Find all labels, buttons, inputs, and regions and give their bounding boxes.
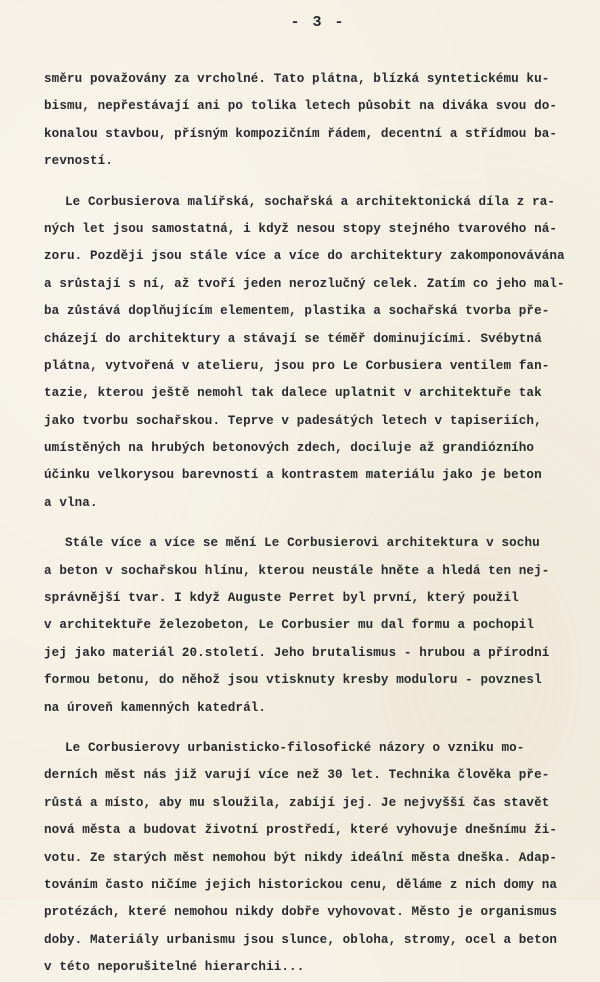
text-line: Stále více a více se mění Le Corbusierovi architektura v sochu xyxy=(65,536,540,551)
text-line: umístěných na hrubých betonových zdech, dociluje až grandiózního xyxy=(44,441,535,456)
text-line: doby. Materiály urbanismu jsou slunce, obloha, stromy, ocel a beton xyxy=(44,932,558,947)
text-line: na úroveň kamenných katedrál. xyxy=(44,700,267,715)
text-line: správnější tvar. I když Auguste Perret byl první, který použil xyxy=(44,591,519,606)
paragraph xyxy=(44,530,584,722)
paragraph xyxy=(44,189,584,518)
text-line: cházejí do architektury a stávají se téměř dominujícími. Svébytná xyxy=(44,331,542,346)
text-line: revností. xyxy=(44,154,113,169)
text-line: votu. Ze starých měst nemohou být nikdy ideální města dneška. Adap- xyxy=(44,850,558,865)
text-line: jako tvorbu sochařskou. Teprve v padesátých letech v tapiseriích, xyxy=(44,413,542,428)
text-line: továním často ničíme jejich historickou cenu, děláme z nich domy na xyxy=(44,877,558,892)
text-line: v této neporušitelné hierarchii... xyxy=(44,960,305,975)
body-text xyxy=(44,66,584,982)
text-line: jej jako materiál 20.století. Jeho brutalismus - hrubou a přírodní xyxy=(44,645,550,660)
text-line: Le Corbusierova malířská, sochařská a architektonická díla z ra- xyxy=(65,194,556,209)
text-line: zoru. Později jsou stále více a více do architektury zakomponovávána xyxy=(44,249,565,264)
paragraph-gap xyxy=(44,176,584,189)
paragraph-gap xyxy=(44,517,584,530)
text-line: Le Corbusierovy urbanisticko-filosofické názory o vzniku mo- xyxy=(65,740,525,755)
text-line: a srůstají s ní, až tvoří jeden nerozlučný celek. Zatím co jeho mal- xyxy=(44,276,565,291)
text-line: nová města a budovat životní prostředí, které vyhovuje dnešnímu ži- xyxy=(44,823,558,838)
text-line: v architektuře železobeton, Le Corbusier mu dal formu a pochopil xyxy=(44,618,535,633)
paragraph xyxy=(44,66,584,176)
paragraph-gap xyxy=(44,722,584,735)
text-line: a beton v sochařskou hlínu, kterou neustále hněte a hledá ten nej- xyxy=(44,563,550,578)
text-line: tazie, kterou ještě nemohl tak dalece uplatnit v architektuře tak xyxy=(44,386,542,401)
text-line: účinku velkorysou barevností a kontrastem materiálu jako je beton xyxy=(44,468,542,483)
text-line: derních měst nás již varují více než 30 let. Technika člověka pře- xyxy=(44,768,550,783)
text-line: ných let jsou samostatná, i když nesou stopy stejného tvarového ná- xyxy=(44,221,558,236)
text-line: plátna, vytvořená v atelieru, jsou pro Le Corbusiera ventilem fan- xyxy=(44,358,550,373)
text-line: konalou stavbou, přísným kompozičním řádem, decentní a střídmou ba- xyxy=(44,126,558,141)
page-number: - 3 - xyxy=(290,14,346,31)
text-line: protézách, které nemohou nikdy dobře vyhovovat. Město je organismus xyxy=(44,905,558,920)
text-line: a vlna. xyxy=(44,495,98,510)
text-line: ba zůstává doplňujícím elementem, plastika a sochařská tvorba pře- xyxy=(44,304,550,319)
text-line: směru považovány za vrcholné. Tato plátna, blízká syntetickému ku- xyxy=(44,72,550,86)
paragraph xyxy=(44,735,584,982)
text-line: formou betonu, do něhož jsou vtisknuty kresby moduloru - povznesl xyxy=(44,673,542,688)
text-line: bismu, nepřestávají ani po tolika letech působit na diváka svou do- xyxy=(44,99,558,114)
text-line: růstá a místo, aby mu sloužila, zabíjí jej. Je nejvyšší čas stavět xyxy=(44,795,550,810)
